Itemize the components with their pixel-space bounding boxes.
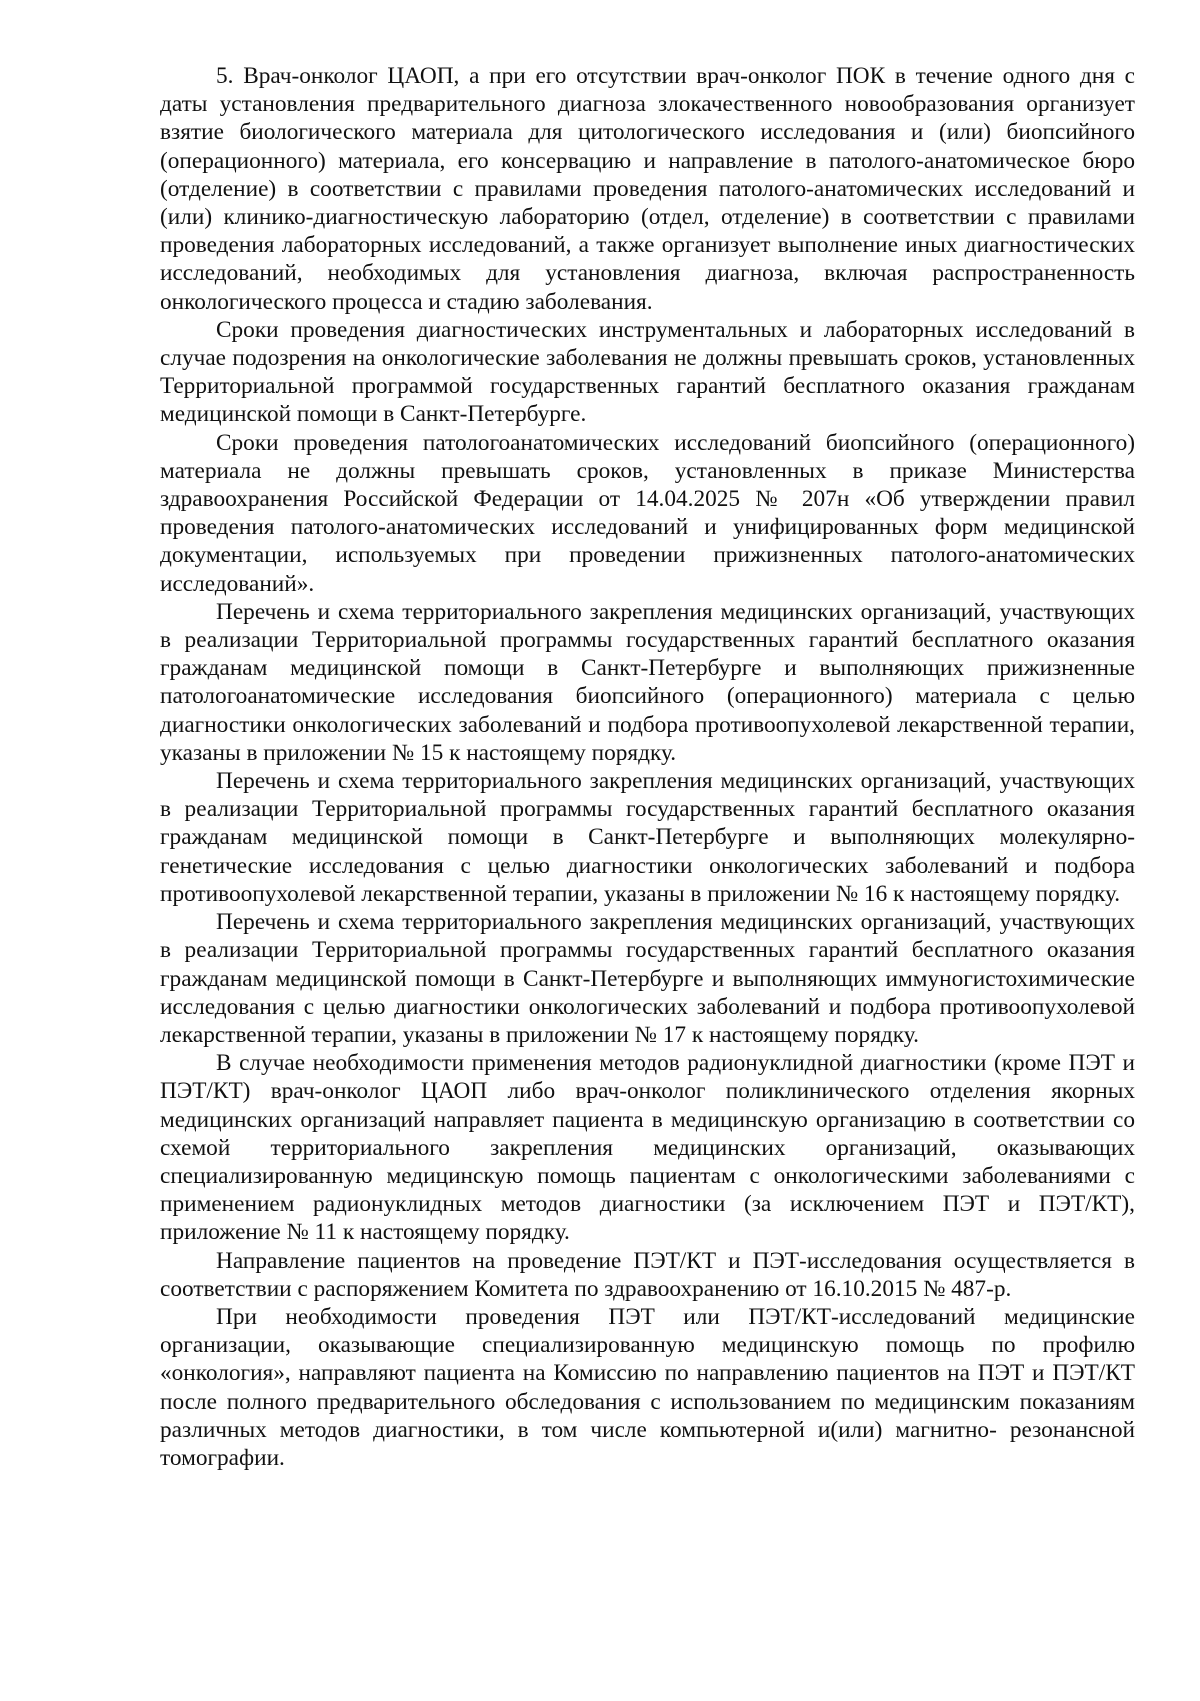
paragraph-radionuclide: В случае необходимости применения методов радионуклидной диагностики (кроме ПЭТ и ПЭТ/КТ) врач-онколог ЦАОП либо врач-онколог поликлинического отделения якорных медицинских организаций направляет пациента в медицинскую организацию в соответствии со схемой территориального закрепления медицинских организаций, оказывающих специализированную медицинскую помощь пациентам с онкологическими заболеваниями с применением радионуклидных методов диагностики (за исключением ПЭТ и ПЭТ/КТ), приложение № 11 к настоящему порядку. — [160, 1050, 1135, 1246]
paragraph-pet-commission: При необходимости проведения ПЭТ или ПЭТ/КТ-исследований медицинские организации, оказывающие специализированную медицинскую помощь по профилю «онкология», направляют пациента на Комиссию по направлению пациентов на ПЭТ и ПЭТ/КТ после полного предварительного обследования с использованием по медицинским показаниям различных методов диагностики, в том числе компьютерной и(или) магнитно- резонансной томографии. — [160, 1303, 1135, 1471]
paragraph-5-biomaterial: 5. Врач-онколог ЦАОП, а при его отсутствии врач-онколог ПОК в течение одного дня с даты установления предварительного диагноза злокачественного новообразования организует взятие биологического материала для цитологического исследования и (или) биопсийного (операционного) материала, его консервацию и направление в патолого-анатомическое бюро (отделение) в соответствии с правилами проведения патолого-анатомических исследований и (или) клинико-диагностическую лабораторию (отдел, отделение) в соответствии с правилами проведения лабораторных исследований, а также организует выполнение иных диагностических исследований, необходимых для установления диагноза, включая распространенность онкологического процесса и стадию заболевания. — [160, 63, 1135, 315]
paragraph-pathology-deadlines: Сроки проведения патологоанатомических исследований биопсийного (операционного) материала не должны превышать сроков, установленных в приказе Министерства здравоохранения Российской Федерации от 14.04.2025 № 207н «Об утверждении правил проведения патолого-анатомических исследований и унифицированных форм медицинской документации, используемых при проведении прижизненных патолого-анатомических исследований». — [160, 429, 1135, 597]
paragraph-diagnostic-deadlines: Сроки проведения диагностических инструментальных и лабораторных исследований в случае подозрения на онкологические заболевания не должны превышать сроков, установленных Территориальной программой государственных гарантий бесплатного оказания гражданам медицинской помощи в Санкт-Петербурге. — [160, 316, 1135, 428]
paragraph-appendix-17: Перечень и схема территориального закрепления медицинских организаций, участвующих в реализации Территориальной программы государственных гарантий бесплатного оказания гражданам медицинской помощи в Санкт-Петербурге и выполняющих иммуногистохимические исследования с целью диагностики онкологических заболеваний и подбора противоопухолевой лекарственной терапии, указаны в приложении № 17 к настоящему порядку. — [160, 909, 1135, 1048]
paragraph-appendix-16: Перечень и схема территориального закрепления медицинских организаций, участвующих в реализации Территориальной программы государственных гарантий бесплатного оказания гражданам медицинской помощи в Санкт-Петербурге и выполняющих молекулярно-генетические исследования с целью диагностики онкологических заболеваний и подбора противоопухолевой лекарственной терапии, указаны в приложении № 16 к настоящему порядку. — [160, 768, 1135, 907]
paragraph-pet-referral: Направление пациентов на проведение ПЭТ/КТ и ПЭТ-исследования осуществляется в соответствии с распоряжением Комитета по здравоохранению от 16.10.2015 № 487-р. — [160, 1247, 1135, 1302]
paragraph-appendix-15: Перечень и схема территориального закрепления медицинских организаций, участвующих в реализации Территориальной программы государственных гарантий бесплатного оказания гражданам медицинской помощи в Санкт-Петербурге и выполняющих прижизненные патологоанатомические исследования биопсийного (операционного) материала с целью диагностики онкологических заболеваний и подбора противоопухолевой лекарственной терапии, указаны в приложении № 15 к настоящему порядку. — [160, 598, 1135, 766]
document-body — [160, 62, 1135, 1472]
